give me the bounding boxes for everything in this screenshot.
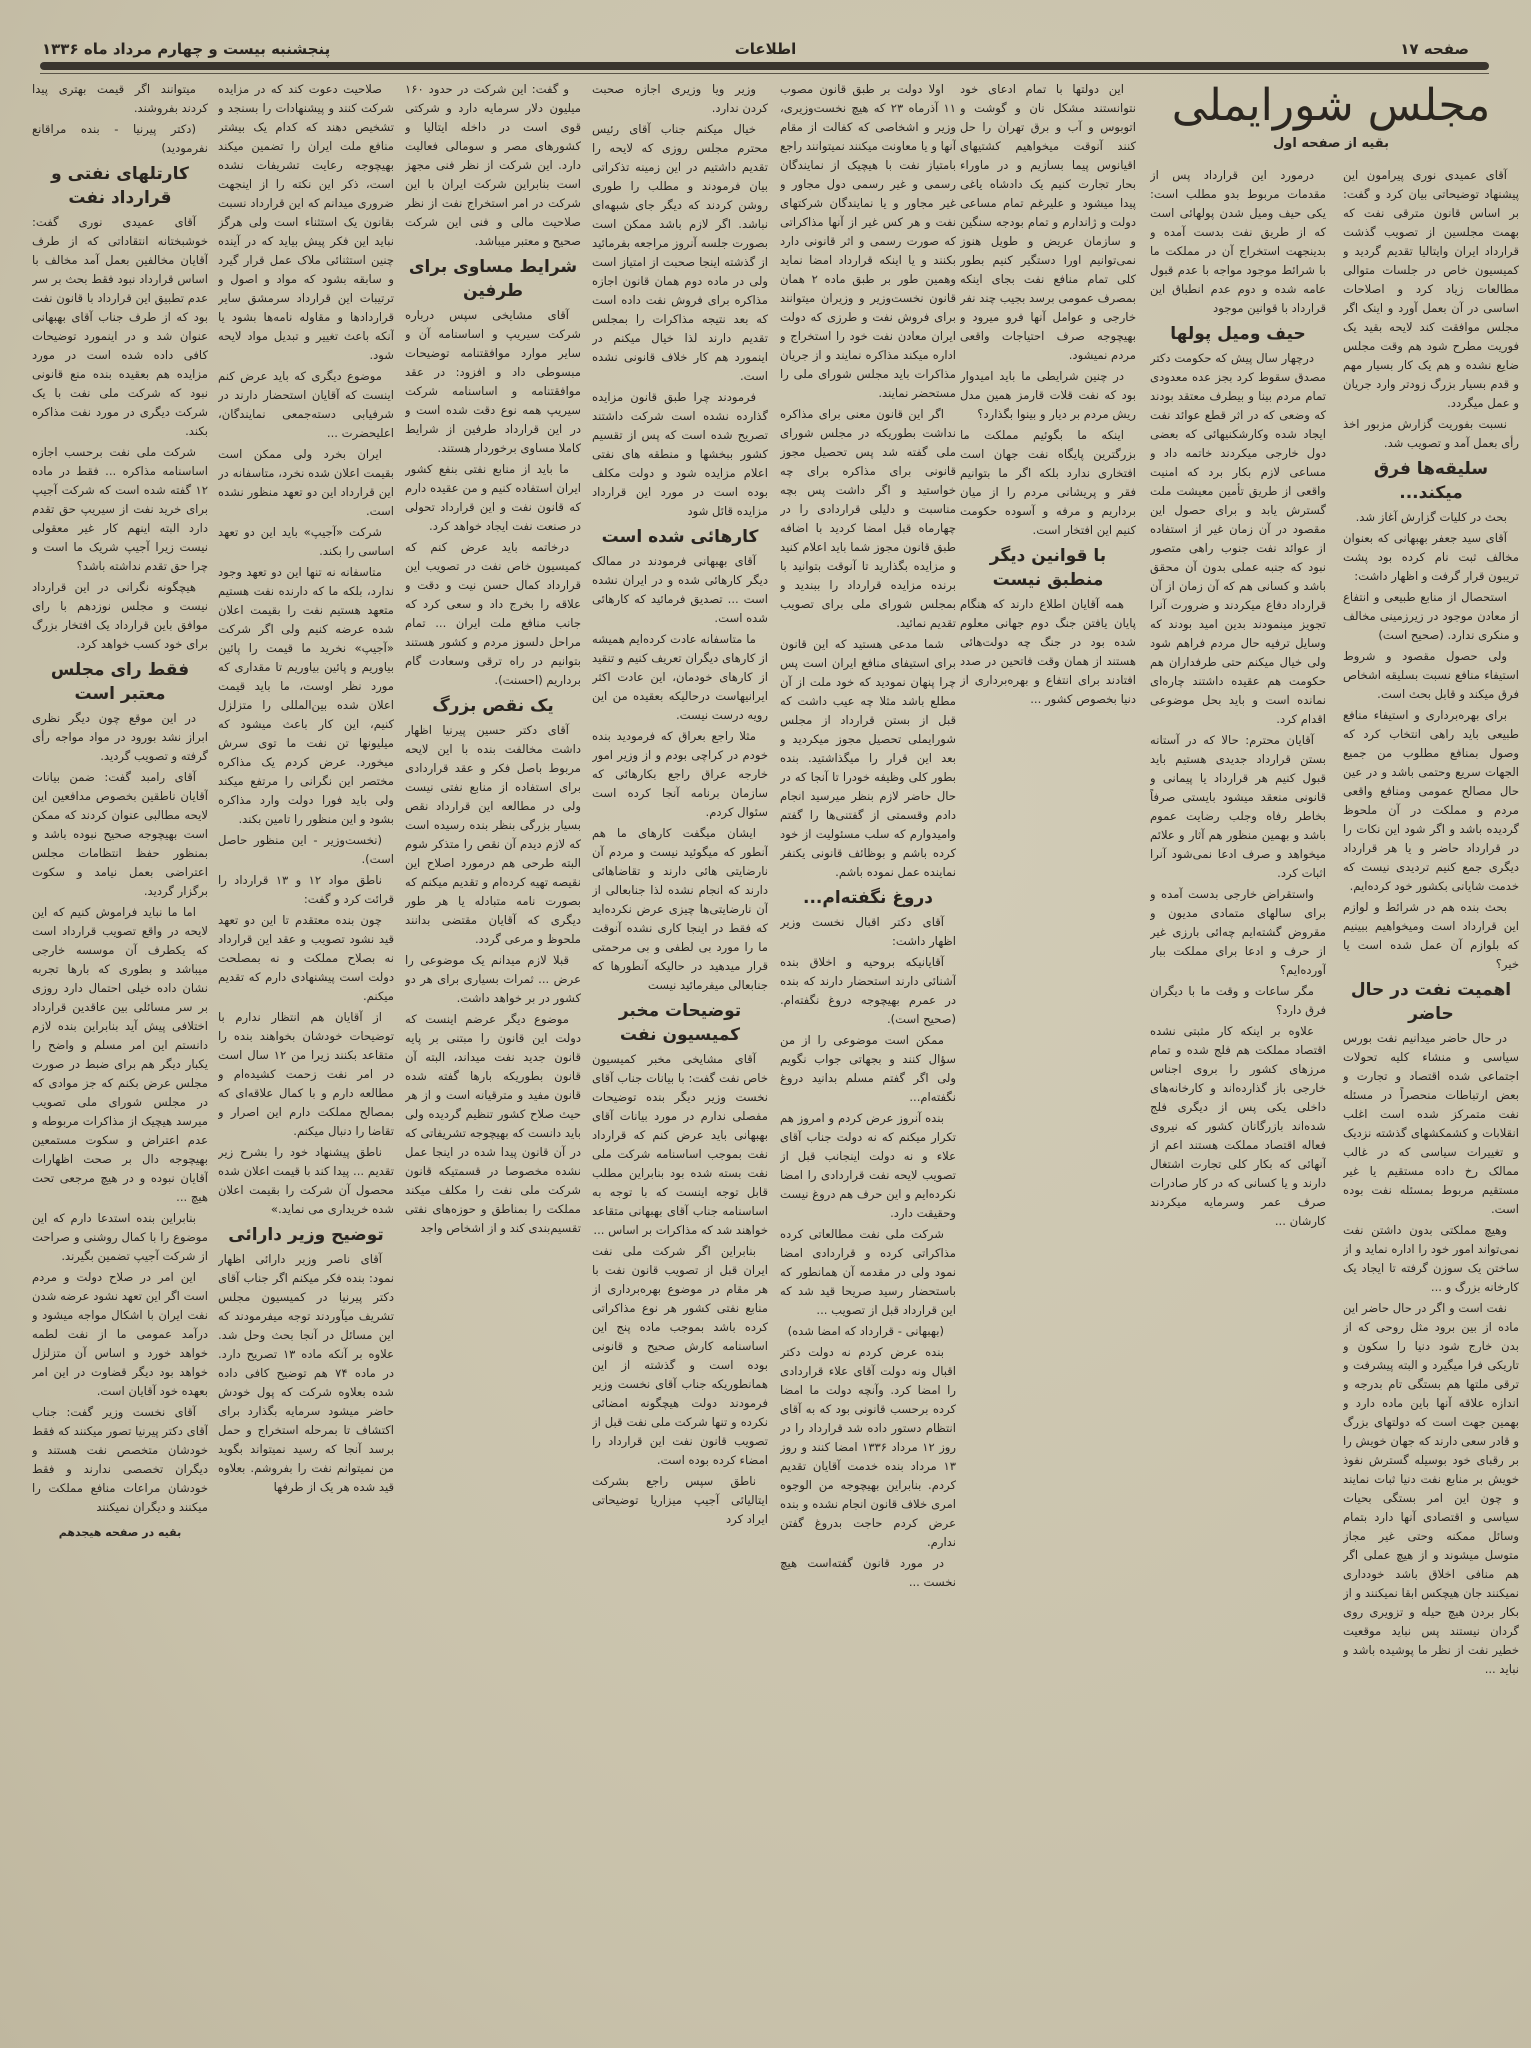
paragraph: شرکت ملی نفت برحسب اجازه اساسنامه مذاکره ... فقط در ماده ۱۲ گفته شده است که شرکت آجیپ برای خرید نفت از سیریپ حق تقدم دارد البته اینهم کار غیر معقولی نیست زیرا آجیپ شریک ما است و چرا حق تقدم نداشته باشد؟ xyxy=(32,445,208,573)
paragraph: بحث در کلیات گزارش آغاز شد. xyxy=(1355,510,1507,524)
paragraph: قبلا لازم میدانم یک موضوعی را عرض ... ثمرات بسیاری برای هر دو کشور در بر خواهد داشت. xyxy=(405,953,581,1005)
paragraph: شرکت ملی نفت مطالعاتی کرده مذاکراتی کرده و قراردادی امضا نمود ولی در مقدمه آن همانطور که باستحضار رسید صریحا قید شد که این قرارداد قبل از تصویب ... xyxy=(780,1227,956,1317)
paragraph: خیال میکنم جناب آقای رئیس محترم مجلس روزی که لایحه را تقدیم داشتیم در این زمینه تذکراتی بیان فرمودند و مطلب را طوری روشن کردند که دیگر جای شبهه‌ای نباشد. اگر لازم باشد ممکن است بصورت جلسه آنروز مراجعه بفرمائید از گذشته اینجا صحبت از امتیاز است ولی در ماده دوم همان قانون اجازه مذاکره برای فروش نفت داده است که بعد نتیجه مذاکرات را بمجلس تقدیم دارند لذا خیال میکنم در اینمورد هم کار خلاف قانونی نشده است. xyxy=(592,122,768,383)
article-column-3 xyxy=(960,80,1136,1996)
paragraph: درچهار سال پیش که حکومت دکتر مصدق سقوط کرد بجز عده معدودی تمام مردم بینا و بیطرف معتقد بودند که وضعی که در اثر قطع عوائد نفت ایجاد شده وکارشکنیهائی که بعضی دول خارجی میکردند خاتمه داد و مساعی لازم بکار برد که امنیت واقعی از طریق تأمین معیشت ملت گسترش یابد و برای حصول این مقصود در آن زمان غیر از استفاده از عوائد نفت جنوب راهی متصور نبود که جنبه عملی بدون آن محقق باشد و کسانی هم که آن زمان از آن قرارداد دفاع میکردند و ضرورت آنرا تجویز مینمودند بدین امید بودند که وسایل ترفیه حال مردم فراهم شود ولی خیال میکنم حتی طرفداران هم حکومت هم عقیده داشتند چاره‌ای نمانده است و باید بحل موضوعی اقدام کرد. xyxy=(1150,351,1326,726)
section-heading: فقط رای مجلس معتبر است xyxy=(50,660,190,704)
paragraph: همه آقایان اطلاع دارند که هنگام پایان یافتن جنگ دوم جهانی معلوم شده بود در جنگ چه دولت‌هائی هستند از همان وقت فاتحین در صدد افتادند برای انتفاع و بهره‌برداری از دنیا بخصوص کشور ... xyxy=(960,597,1136,706)
continued-from-note: بقیه از صفحه اول xyxy=(1273,136,1389,151)
article-column-4 xyxy=(780,80,956,1996)
paragraph: نسبت بفوریت گزارش مزبور اخذ رأی بعمل آمد و تصویب شد. xyxy=(1343,417,1519,450)
paragraph: چون بنده معتقدم تا این دو تعهد قید نشود تصویب و عقد این قرارداد نه بصلاح مملکت و نه بمصلحت دولت است پیشنهادی دارم که تقدیم میکنم. xyxy=(218,913,394,1003)
paragraph: آقایانیکه بروحیه و اخلاق بنده آشنائی دارند استحضار دارند که بنده در عمرم بهیچوجه دروغ نگفته‌ام. (صحیح است). xyxy=(780,955,956,1026)
paragraph: و گفت: این شرکت در حدود ۱۶۰ میلیون دلار سرمایه دارد و شرکتی قوی است در داخله ایتالیا و کشورهای مصر و سومالی فعالیت دارد. این شرکت از نظر فنی مجهز است بنابراین شرکت ایران با این شرکت در امر استخراج نفت از نظر صلاحیت مالی و فنی این شرکت صحیح و معتبر میباشد. xyxy=(405,82,581,248)
paragraph: وهیچ مملکتی بدون داشتن نفت نمی‌تواند امور خود را اداره نماید و از ساختن یک سوزن گرفته تا ایجاد یک کارخانه بزرگ و ... xyxy=(1343,1223,1519,1294)
paragraph: آقای عمیدی نوری پیرامون این پیشنهاد توضیحاتی بیان کرد و گفت: بر اساس قانون مترقی نفت که بهمت مجلسین از تصویب گذشت قرارداد ایران وایتالیا تقدیم گردید و کمیسیون خاص در جلسات متوالی مطالعات زیاد کرد و اصلاحات اساسی در آن بعمل آورد و اینک اگر مجلس موافقت کند لایحه بقید یک فوریت مطرح شود هم وقت مجلس ضایع نشده و هم یک کار بسیار مهم و قدم بسیار بزرگ زودتر وارد جریان و عمل میگردد. xyxy=(1343,168,1519,410)
section-heading: حیف ومیل پولها xyxy=(1170,324,1306,344)
paragraph: آقای ناصر وزیر دارائی اظهار نمود: بنده فکر میکنم اگر جناب آقای دکتر پیرنیا در کمیسیون مجلس تشریف میآوردند توجه میفرمودند که این مسائل در آنجا بحث وحل شد. علاوه بر آنکه ماده ۱۳ تصریح دارد. در ماده ۷۴ هم توضیح کافی داده شده بعلاوه شرکت که پول خودش حاضر میشود سرمایه بگذارد برای اکتشاف تا بمرحله استخراج و حمل برسد آنجا که رسید نمیتواند بگوید من نمیتوانم نفت را بفروشم. بعلاوه قید شده هر یک از طرفها xyxy=(218,1252,394,1494)
paragraph: هیچگونه نگرانی در این قرارداد نیست و مجلس نوزدهم با رای موافق باین قرارداد یک افتخار بزرگ برای خود کسب خواهد کرد. xyxy=(32,580,208,651)
paragraph: نفت است و اگر در حال حاضر این ماده از بین برود مثل روحی که از بدن خارج شود دنیا را سکون و تاریکی فرا میگیرد و البته پیشرفت و ترقی ملتها هم بستگی تام بدرجه و اندازه علاقه آنها باین ماده دارد و بهمین جهت است که دولتهای بزرگ و قادر سعی دارند که جهان خویش را بر رقبای خود بوسیله گسترش نفوذ خویش بر منابع نفت دنیا ثبات نمایند و چون این امر بستگی بحیات سیاسی و اقتصادی آنها دارد بتمام وسائل ممکنه وحتی غیر مجاز متوسل میشوند و از هیچ عملی اگر هم منافی اخلاق باشد خودداری نمیکنند جان هیچکس ابقا نمیکنند و از بکار بردن هیچ حیله و تزویری روی گردان نیستند پس نباید موقعیت خطیر نفت از نظر ما پوشیده باشد و نباید ... xyxy=(1343,1301,1519,1676)
paragraph: اما ما نباید فراموش کنیم که این لایحه در واقع تصویب قرارداد است که یکطرف آن موسسه خارجی میباشد و بطوری که بارها تجربه نشان داده خیلی احتمال دارد روزی بر سر مسائلی بین عاقدین قرارداد اختلافی پیش آید بنابراین بنده لازم دانستم این امر مسلم و واضح را یکبار دیگر هم برای ضبط در صورت مجلس عرض بکنم که جز موادی که در مجلس شورای ملی تصویب میرسد هیچیک از مذاکرات مربوطه و عدم اعتراض و سکوت مستمعین بهیچوجه دال بر صحت اظهارات آقایان نبوده و در هیچ مرجعی تحت هیچ ... xyxy=(32,905,208,1204)
paragraph: در چنین شرایطی ما باید امیدوار بود که نفت قلات قارمز همین مدل ریش مردم بر دیار و بینوا بگذارد؟ xyxy=(960,369,1136,421)
paragraph: آقای نخست وزیر گفت: جناب آقای دکتر پیرنیا تصور میکنند که فقط خودشان متخصص نفت هستند و دیگران تخصصی ندارند و فقط خودشان مراعات منافع مملکت را میکنند و دیگران نمیکنند xyxy=(32,1405,208,1514)
section-heading: کارهائی شده است xyxy=(601,527,759,547)
paragraph: برای بهره‌برداری و استیفاء منافع طبیعی باید راهی انتخاب کرد که وصول بمنافع مطلوب من جمیع الجهات سریع وحتمی باشد و در عین حال مصالح عمومی ومنافع واقعی مردم و مملکت در آن ملحوظ گردیده باشد و اگر شود این نکات را در قرارداد حاضر و یا هر قرارداد دیگری جمع کنیم تردیدی نیست که خدمت شایانی بکشور خود کرده‌ایم. xyxy=(1343,708,1519,893)
section-heading: سلیقه‌ها فرق میکند... xyxy=(1373,459,1489,503)
paragraph: شرکت «آجیپ» باید این دو تعهد اساسی را بکند. xyxy=(218,525,394,558)
paragraph: در این موقع چون دیگر نظری ابراز نشد بورود در مواد مواجه رأی گرفته و تصویب گردید. xyxy=(32,711,208,763)
article-column-2 xyxy=(1150,166,1326,1996)
paragraph: از آقایان هم انتظار ندارم با توضیحات خودشان بخواهند بنده را متقاعد بکنند زیرا من ۱۲ سال است در امر نفت زحمت کشیده‌ام و مطالعه دارم و با کمال علاقه‌ای که بمصالح مملکت دارم این اصرار و تقاضا را دنبال میکنم. xyxy=(218,1010,394,1138)
section-heading: توضیحات مخبر کمیسیون نفت xyxy=(618,1001,742,1045)
paragraph: علاوه بر اینکه کار مثبتی نشده اقتصاد مملکت هم فلج شده و تمام مرزهای کشور را بروی اجناس خارجی باز گذارده‌اند و کارخانه‌های داخلی یکی پس از دیگری فلج شده‌اند بازرگانان کشور که نیروی فعاله اقتصاد مملکت هستند اعم از آنهائی که بکار کلی تجارت اشتغال دارند و یا کسانی که در کار صادرات صرف عمر وسرمایه میکردند کارشان ... xyxy=(1150,1024,1326,1228)
paragraph: شما مدعی هستید که این قانون برای استیفای منافع ایران است پس چرا پنهان نمودید که خود ملت از آن مطلع باشد مثلا چه عیب داشت که قبل از بستن قرارداد از مجلس شورایملی تحصیل مجوز میکردید و بعد این قرار را میگذاشتید. بنده بطور کلی وظیفه خودرا تا آنجا که در حال حاضر لازم بنظر میرسید انجام دادم وقسمتی از گفتنی‌ها را گفتم وامیدوارم که سلب مسئولیت از خود کرده باشم و بوظائف قانونی یکنفر نماینده عمل نموده باشم. xyxy=(780,637,956,879)
article-title-block xyxy=(1145,78,1517,164)
header-rule-thin xyxy=(40,73,1489,74)
paragraph: آقای مشایخی مخبر کمیسیون خاص نفت گفت: با بیانات جناب آقای نخست وزیر دیگر بنده توضیحات مفصلی ندارم در مورد بیانات آقای بهبهانی باید عرض کنم که قرارداد نفت بموجب اساسنامه شرکت ملی نفت بسته شده بود بنابراین مطلب قابل توجه اینست که با توجه به اساسنامه جناب آقای بهبهانی متقاعد خواهند شد که مذاکرات بر اساس ... xyxy=(592,1052,768,1237)
section-heading: با قوانین دیگر منطبق نیست xyxy=(989,546,1107,590)
paragraph: بحث بنده هم در شرائط و لوازم این قرارداد است ومیخواهیم ببینیم که بلوازم آن عمل شده است یا خیر؟ xyxy=(1343,900,1519,971)
paragraph: اگر این قانون معنی برای مذاکره نداشت بطوریکه در مجلس شورای ملی گفته شد پس تحصیل مجوز قانونی برای مذاکره برای چه خواستید و اگر داشت پس بچه مناسبت و دلیلی قراردادی را در چهارماه قبل امضا کردید با اضافه طبق قانون مجوز شما باید اعلام کنید و مزایده بگذارید تا آنوقت بتوانید با برنده مزایده قرارداد را ببندید و بمجلس شورای ملی برای تصویب تقدیم نمائید. xyxy=(780,407,956,630)
paragraph: این دولتها با تمام ادعای خود نتوانستند مشکل نان و گوشت و اتوبوس و آب و برق تهران را حل کنند آنوقت میخواهیم کشتیهای اقیانوس پیما بسازیم و در ماوراء بحار تجارت کنیم یک دادشاه یاغی پیدا میشود و علیرغم تمام مساعی دولت و ژاندارم و تمام بودجه سنگین و سازمان عریض و طویل هنوز نمی‌توانیم اورا دستگیر کنیم بطور کلی تمام منافع نفت بجای اینکه بمصرف عمومی برسد بجیب چند نفر خارجی و عوامل آنها فرو میرود و بهیچوجه صرف احتیاجات واقعی مردم نمیشود. xyxy=(960,82,1136,362)
paragraph: ناطق مواد ۱۲ و ۱۳ قرارداد را قرائت کرد و گفت: xyxy=(218,873,394,906)
paragraph: اولا دولت بر طبق قانون مصوب ۱۱ آذرماه ۲۳ که هیچ نخست‌وزیری، وزیر و اشخاصی که کفالت از مقام آنها و یا معاونت میکنند نمیتوانند راجع بامتیاز نفت با هیچیک از نمایندگان رسمی و غیر رسمی دول مجاور و غیر مجاور و یا نمایندگان شرکتهای نفت و هر کس غیر از آنها مذاکراتی که صورت رسمی و اثر قانونی دارد بکنند و یا اینکه قرارداد امضا نماید وهمین طور بر طبق ماده ۲ همان قانون نخست‌وزیر و وزیران میتوانند برای فروش نفت و طرزی که دولت ایران معادن نفت خود را استخراج و اداره میکند مذاکره نمایند و از جریان مذاکرات باید مجلس شورای ملی را مستحضر نمایند. xyxy=(780,82,956,400)
article-column-5 xyxy=(592,80,768,1996)
paragraph: استحصال از منابع طبیعی و انتفاع از معادن موجود در زیرزمینی مخالف و منکری ندارد. (صحیح است) xyxy=(1343,590,1519,642)
paragraph: صلاحیت دعوت کند که در مزایده شرکت کنند و پیشنهادات را بسنجد و تشخیص دهند که کدام یک بیشتر منافع ملت ایران را تضمین میکند بهیچوجه رعایت تشریفات نشده است، ذکر این نکته را از اینجهت ضروری میدانم که این قرارداد نسبت بقانون یک استثناء است ولی هرگز نباید این فکر پیش بیاید که در آینده چنین استثنائی ملاک عمل قرار گیرد و سابقه بشود که مواد و اصول و ترتیبات این قرارداد سرمشق سایر قراردادها و مقاوله نامه‌ها بشود یا آنکه باعث تغییر و تبدیل مواد لایحه شود. xyxy=(218,82,394,362)
paragraph: ولی حصول مقصود و شروط استیفاء منافع نسبت بسلیقه اشخاص فرق میکند و قابل بحث است. xyxy=(1343,649,1519,701)
paragraph: آقای سید جعفر بهبهانی که بعنوان مخالف ثبت نام کرده بود پشت تریبون قرار گرفت و اظهار داشت: xyxy=(1343,531,1519,583)
paragraph: ما متاسفانه عادت کرده‌ایم همیشه از کارهای دیگران تعریف کنیم و تنقید از کارهای خودمان، این عادت اکثر ایرانیهاست درحالیکه بعقیده من این رویه درست نیست. xyxy=(592,632,768,722)
article-column-1 xyxy=(1343,166,1519,1996)
paragraph: (بهبهانی - قرارداد که امضا شده) xyxy=(787,1324,944,1338)
paragraph: آقای دکتر حسین پیرنیا اظهار داشت مخالفت بنده با این لایحه مربوط باصل فکر و عقد قراردادی برای استفاده از منابع نفتی نیست ولی در مطالعه این قرارداد نقص بسیار بزرگی بنظر بنده رسیده است که لازم دیدم آن نقص را متذکر شوم البته طرحی هم درمورد اصلاح این نقیصه تهیه کرده‌ام و تقدیم میکنم که بصورت نامه متبادله یا هر طور دیگری که آقایان مقتضی بدانند ملحوظ و مرعی گردد. xyxy=(405,723,581,946)
paragraph: ایشان میگفت کارهای ما هم آنطور که میگوئید نیست و مردم آن نارضایتی هائی دارند و تقاضاهائی دارند که انجام نشده لذا جنابعالی از آن نارضایتی‌ها چیزی عرض نکرده‌اید که فقط در اینجا کاری نشده آنوقت ما را مورد بی لطفی و بی مرحمتی قرار میدهید در حالیکه آنطورها که جنابعالی میفرمائید نیست xyxy=(592,826,768,992)
issue-date: پنجشنبه بیست و چهارم مرداد ماه ۱۳۳۶ xyxy=(42,40,331,58)
paragraph: میتوانند اگر قیمت بهتری پیدا کردند بفروشند. xyxy=(32,82,208,115)
paragraph: وزیر ویا وزیری اجازه صحبت کردن ندارد. xyxy=(592,82,768,115)
article-title: مجلس شورایملی xyxy=(1171,80,1491,131)
paragraph: واستقراض خارجی بدست آمده و برای سالهای متمادی مدیون و مقروض گشته‌ایم چه‌ائی بارزی غیر از حرف و ادعا برای مملکت ببار آورده‌ایم؟ xyxy=(1150,887,1326,977)
paragraph: آقای عمیدی نوری گفت: خوشبختانه انتقاداتی که از طرف آقایان مخالفین بعمل آمد مخالف با اساس قرارداد نبود فقط بحث بر سر عدم تطبیق این قرارداد با قانون نفت بود که از طرف جناب آقای بهبهانی عنوان شد و در اینمورد توضیحات کافی داده شده است در مورد مزایده هم بعقیده بنده منع قانونی نبود که شرکت ملی نفت با یک شرکت دیگری در مورد نفت مذاکره بکند. xyxy=(32,215,208,438)
paragraph: آقای بهبهانی فرمودند در ممالک دیگر کارهائی شده و در ایران نشده است ... تصدیق فرمائید که کارهائی شده است. xyxy=(592,554,768,625)
paragraph: در مورد قانون گفته‌است هیچ نخست ... xyxy=(780,1556,956,1589)
paragraph: در حال حاضر میدانیم نفت بورس سیاسی و منشاء کلیه تحولات اجتماعی شده اقتصاد و تجارت و بعض ارتباطات منحصراً در مسئله نفت متمرکز شده است اغلب انقلابات و کشمکشهای گذشته نزدیک و تغییرات سیاسی که در غالب ممالک رخ داده مستقیم یا غیر مستقیم مربوط بمسئله نفت بوده است. xyxy=(1343,1031,1519,1216)
paragraph: ممکن است موضوعی را از من سؤال کنند و بجهاتی جواب نگویم ولی اگر گفتم مسلم بدانید دروغ نگفته‌ام... xyxy=(780,1033,956,1104)
section-heading: اهمیت نفت در حال حاضر xyxy=(1350,980,1512,1024)
paragraph: ما باید از منابع نفتی بنفع کشور ایران استفاده کنیم و من عقیده دارم که قانون نفت و این قرارداد تحولی در صنعت نفت ایجاد خواهد کرد. xyxy=(405,462,581,533)
paragraph: مگر ساعات و وقت ما با دیگران فرق دارد؟ xyxy=(1150,984,1326,1017)
paragraph: آقای رامبد گفت: ضمن بیانات آقایان ناطقین بخصوص مدافعین این لایحه مطالبی عنوان کردند که ممکن است بهیچوجه صحیح نبوده باشد و بمنظور حفظ انتظامات مجلس اعتراضی بعمل نیامد و سکوت برگزار گردید. xyxy=(32,770,208,898)
paragraph: آقای دکتر اقبال نخست وزیر اظهار داشت: xyxy=(780,915,956,948)
paragraph: درمورد این قرارداد پس از مقدمات مربوط بدو مطلب است: یکی حیف ومیل شدن پولهائی است که از طریق نفت بدست آمده و بدینجهت استخراج آن در مملکت ما با شرائط موجود مواجه با عدم قبول عامه شده و دوم عدم انطباق این قرارداد با قوانین موجود xyxy=(1150,168,1326,315)
paragraph: اینکه ما بگوئیم مملکت ما بزرگترین پایگاه نفت جهان است افتخاری ندارد بلکه اگر ما بتوانیم فقر و پریشانی مردم را از میان برداریم و مرفه و آسوده حکومت کنیم این افتخار است. xyxy=(960,428,1136,537)
paragraph: درخاتمه باید عرض کنم که کمیسیون خاص نفت در تصویب این قرارداد کمال حسن نیت و دقت و علاقه را بخرج داد و سعی کرد که جانب منافع ملت ایران ... تمام مراحل دلسوز مردم و کشور هستند بتوانیم در راه ترقی وسعادت گام برداریم (احسنت). xyxy=(405,540,581,687)
paragraph: متاسفانه نه تنها این دو تعهد وجود ندارد، بلکه ما که دارنده نفت هستیم متعهد هستیم نفت را بقیمت اعلان شده عرضه کنیم ولی اگر شرکت «آجیپ» نخرید ما قیمت را پائین بیاوریم و پائین بیاوریم تا مقداری که مورد نظر اوست، ما باید قیمت اعلان شده بین‌المللی را متزلزل کنیم، این کار باعث میشود که میلیونها تن نفت ما توی سرش میخورد. عرض کردم یک مذاکره مختصر این نگرانی را مرتفع میکند ولی باید فورا دولت وارد مذاکره بشود و این منظور را تامین بکند. xyxy=(218,565,394,826)
article-column-7 xyxy=(218,80,394,1996)
paragraph: فرمودند چرا طبق قانون مزایده گذارده نشده است شرکت داشتند تصریح شده است که پس از تقسیم کشور ببخشها و منطقه های نفتی اعلام مزایده شود و دولت مکلف بوده است در مورد این قرارداد مزایده قائل شود xyxy=(592,390,768,518)
paragraph: ایران بخرد ولی ممکن است بقیمت اعلان شده نخرد، متاسفانه در این قرارداد این دو تعهد منظور نشده است. xyxy=(218,447,394,518)
newspaper-name: اطلاعات xyxy=(734,40,797,58)
paragraph: ناطق سپس راجع بشرکت ایتالیائی آجیپ میزاریا توضیحاتی ایراد کرد xyxy=(592,1474,768,1526)
section-heading: دروغ نگفته‌ام... xyxy=(802,888,934,908)
paragraph: آقای مشایخی سپس درباره شرکت سیریپ و اساسنامه آن و سایر موارد موافقتنامه توضیحات مبسوطی داد و افزود: در عقد موافقتنامه و اساسنامه شرکت سیریپ همه نوع دقت شده است و در این قرارداد طرفین از شرایط کاملا مساوی برخوردار هستند. xyxy=(405,308,581,455)
paragraph: موضوع دیگر عرضم اینست که دولت این قانون را مبتنی بر پایه قانون جدید نفت میداند، البته آن قانون بطوریکه بارها گفته شده قانون مفید و مترقیانه است و از هر حیث صلاح کشور تنظیم گردیده ولی باید دانست که بهیچوجه تشریفاتی که در آن قانون پیدا شده در اینجا عمل نشده مخصوصا در قسمتیکه قانون شرکت ملی نفت را مکلف میکند مملکت را بمناطق و حوزه‌های نفتی تقسیم‌بندی کند و از اشخاص واجد xyxy=(405,1012,581,1235)
section-heading: کارتلهای نفتی و قرارداد نفت xyxy=(51,164,189,208)
section-heading: شرایط مساوی برای طرفین xyxy=(408,257,578,301)
paragraph: این امر در صلاح دولت و مردم است اگر این تعهد نشود عرضه شدن نفت ایران با اشکال مواجه میشود و درآمد عمومی ما از نفت لطمه خواهد خورد و اساس آن متزلزل خواهد بود دیگر قضاوت در این امر بعهده خود آقایان است. xyxy=(32,1270,208,1398)
article-column-8 xyxy=(32,80,208,1996)
paragraph: (دکتر پیرنیا - بنده مراقانع نفرمودید) xyxy=(32,122,208,155)
section-heading: توضیح وزیر دارائی xyxy=(228,1225,384,1245)
paragraph: بنده آنروز عرض کردم و امروز هم تکرار میکنم که نه دولت جناب آقای علاء و نه دولت اینجانب قبل از تصویب لایحه نفت قراردادی را امضا نکرده‌ایم و این حرف هم دروغ نیست وحقیقت دارد. xyxy=(780,1111,956,1220)
paragraph: موضوع دیگری که باید عرض کنم اینست که آقایان استحضار دارند در شرفیابی دسته‌جمعی نمایندگان، اعلیحضرت ... xyxy=(218,369,394,440)
section-heading: یک نقص بزرگ xyxy=(432,696,554,716)
continued-to-note: بقیه در صفحه هیجدهم xyxy=(58,1526,182,1539)
paragraph: مثلا راجع بعراق که فرمودید بنده خودم در کراچی بودم و از وزیر امور خارجه عراق راجع بکارهائی که سازمان برنامه آنجا کرده است سئوال کردم. xyxy=(592,729,768,819)
page-number: صفحه ۱۷ xyxy=(1400,40,1469,58)
paragraph: بنابراین اگر شرکت ملی نفت ایران قبل از تصویب قانون نفت با هر مقام در موضوع بهره‌برداری از منابع نفتی کشور هر نوع مذاکراتی کرده باشد بموجب ماده پنج این اساسنامه کارش صحیح و قانونی بوده است و گذشته از این همانطوریکه جناب آقای نخست وزیر فرمودند دولت هیچگونه امضائی نکرده و تنها شرکت ملی نفت قبل از تصویب قانون نفت این قرارداد را امضاء کرده بوده است. xyxy=(592,1244,768,1467)
paragraph: بنده عرض کردم نه دولت دکتر اقبال ونه دولت آقای علاء قراردادی را امضا کرد. وآنچه دولت ما امضا کرده برحسب قانونی بود که به آقای انتظام دستور داده شد قرارداد را در روز ۱۲ مرداد ۱۳۳۶ امضا کنند و روز ۱۳ مرداد بنده خدمت آقایان تقدیم کردم. بنابراین بهیچوجه من الوجوه امری خلاف قانون انجام نشده و بنده عرض کردم حاجت بدروغ گفتن ندارم. xyxy=(780,1345,956,1549)
paragraph: ناطق پیشنهاد خود را بشرح زیر تقدیم ... پیدا کند با قیمت اعلان شده محصول آن شرکت را بقیمت اعلان شده خریداری می نماید.» xyxy=(218,1145,394,1216)
paragraph: بنابراین بنده استدعا دارم که این موضوع را با کمال روشنی و صراحت از شرکت آجیپ تضمین بگیرند. xyxy=(32,1211,208,1263)
paragraph: آقایان محترم: حالا که در آستانه بستن قرارداد جدیدی هستیم باید قبول کنیم هر قرارداد یا پیمانی و قانونی منعقد میشود بایستی صرفاً بخاطر رفاه وجلب رضایت عموم باشد و بهمین منظور هم آثار و علائم میخواهد و صرف ادعا نمی‌شود آنرا اثبات کرد. xyxy=(1150,733,1326,880)
header-rule xyxy=(40,62,1489,70)
paragraph: (نخست‌وزیر - این منظور حاصل است). xyxy=(218,833,394,866)
article-column-6 xyxy=(405,80,581,1996)
